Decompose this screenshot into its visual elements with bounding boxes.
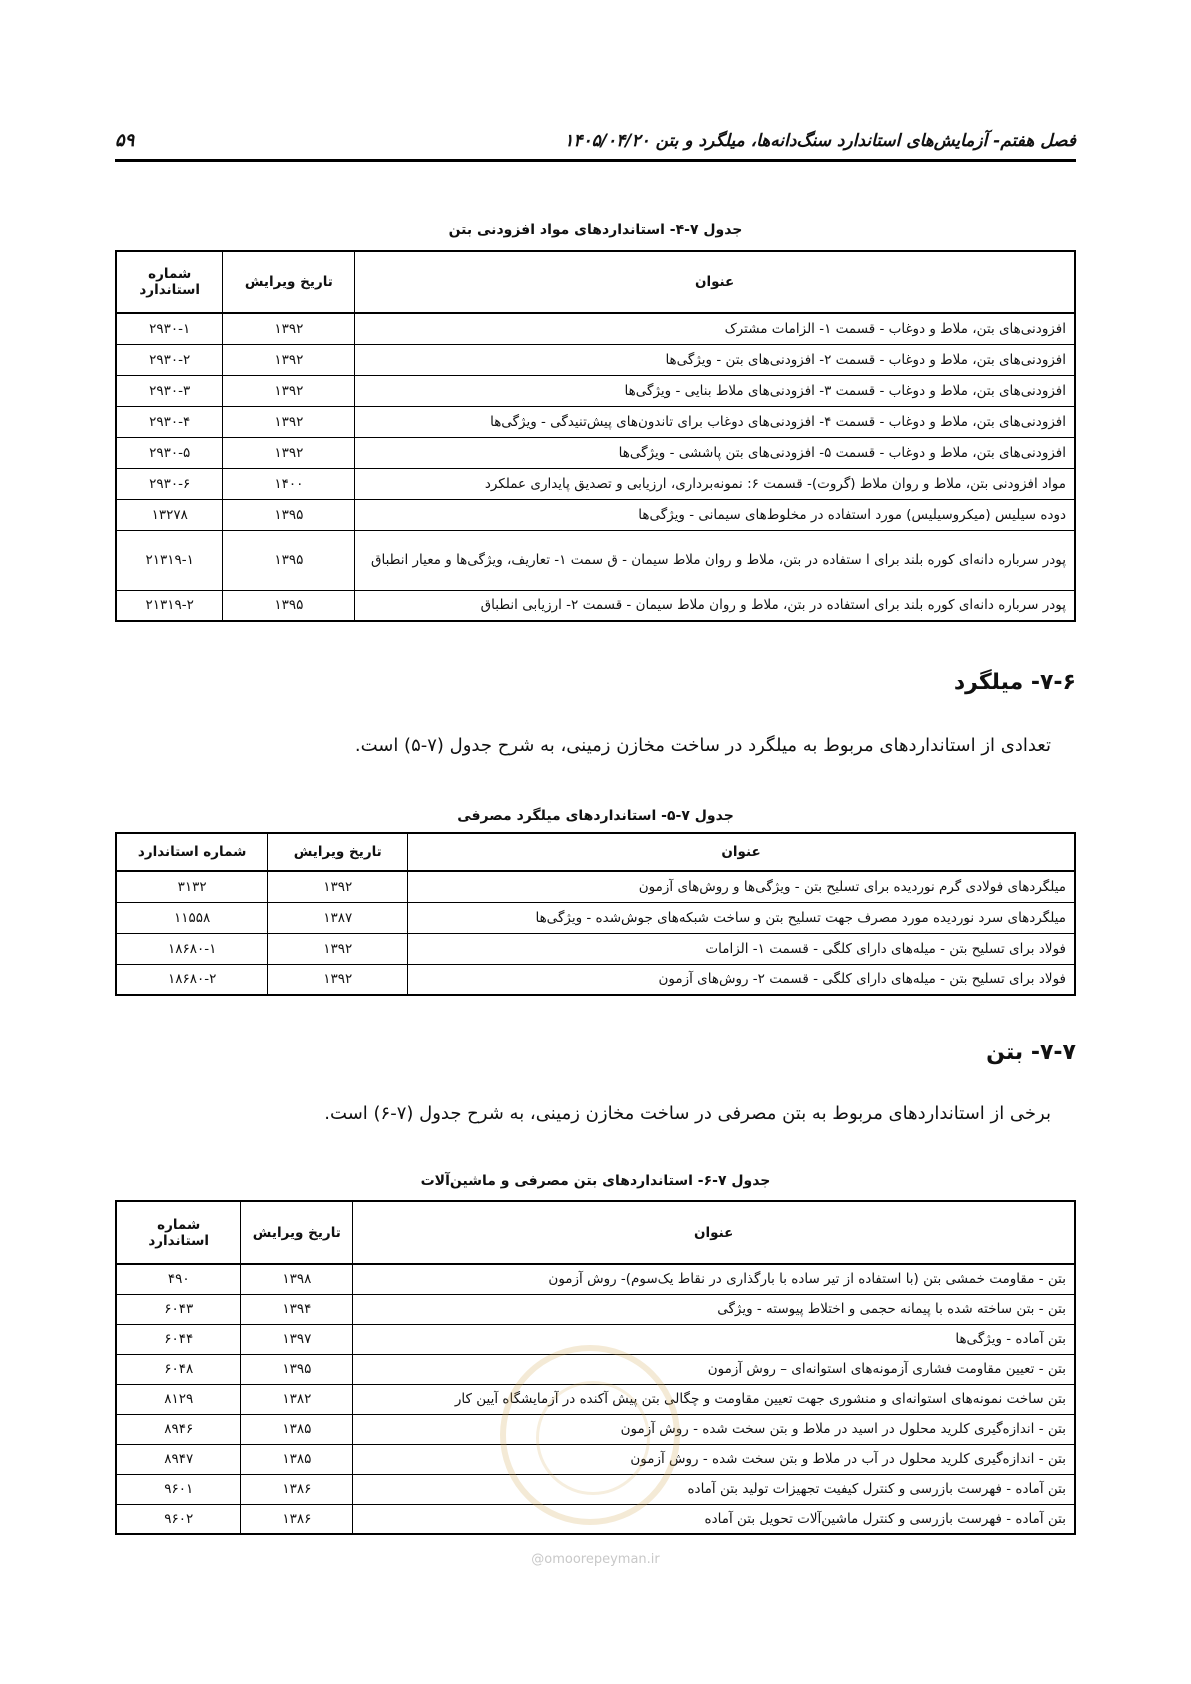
cell-date: ۱۳۹۲	[268, 964, 408, 995]
cell-number: ۲۹۳۰-۲	[116, 344, 223, 375]
cell-title: بتن - تعیین مقاومت فشاری آزمونه‌های استوانه‌ای – روش آزمون	[353, 1354, 1075, 1384]
cell-number: ۲۹۳۰-۱	[116, 313, 223, 344]
watermark-seal-icon	[500, 1345, 680, 1525]
cell-number: ۹۶۰۱	[116, 1474, 241, 1504]
table-row	[116, 344, 1075, 375]
table-row	[116, 313, 1075, 344]
cell-date: ۱۳۹۷	[241, 1324, 353, 1354]
col-header-title: عنوان	[355, 251, 1075, 313]
cell-date: ۱۳۹۲	[223, 375, 355, 406]
cell-number: ۸۱۲۹	[116, 1384, 241, 1414]
cell-title: پودر سرباره دانه‌ای کوره بلند برای استفاده در بتن، ملاط و روان ملاط سیمان - قسمت ۲- ارزیابی انطباق	[355, 590, 1075, 621]
table-row	[116, 590, 1075, 621]
cell-number: ۲۹۳۰-۴	[116, 406, 223, 437]
col-header-date: تاریخ ویرایش	[241, 1201, 353, 1264]
table-row	[116, 1264, 1075, 1294]
cell-number: ۸۹۴۶	[116, 1414, 241, 1444]
cell-number: ۱۸۶۸۰-۱	[116, 933, 268, 964]
cell-title: بتن آماده - فهرست بازرسی و کنترل کیفیت تجهیزات تولید بتن آماده	[353, 1474, 1075, 1504]
cell-date: ۱۳۹۲	[268, 871, 408, 902]
table5-caption: جدول ۷-۵- استانداردهای میلگرد مصرفی	[457, 808, 734, 824]
table5-header-row	[116, 833, 1075, 871]
page-header	[115, 130, 1076, 162]
cell-title: مواد افزودنی بتن، ملاط و روان ملاط (گروت)- قسمت ۶: نمونه‌برداری، ارزیابی و تصدیق پایداری عملکرد	[355, 468, 1075, 499]
col-header-number: شماره استاندارد	[116, 1201, 241, 1264]
table-row	[116, 933, 1075, 964]
cell-title: افزودنی‌های بتن، ملاط و دوغاب - قسمت ۵- افزودنی‌های بتن پاششی - ویژگی‌ها	[355, 437, 1075, 468]
table6-caption: جدول ۷-۶- استانداردهای بتن مصرفی و ماشین‌آلات	[420, 1173, 771, 1189]
table-row	[116, 406, 1075, 437]
header-title: فصل هفتم- آزمایش‌های استاندارد سنگ‌دانه‌ها، میلگرد و بتن ۱۴۰۵/۰۴/۲۰	[564, 131, 1076, 151]
section-heading-concrete: ۷-۷- بتن	[986, 1040, 1076, 1065]
cell-title: افزودنی‌های بتن، ملاط و دوغاب - قسمت ۴- افزودنی‌های دوغاب برای تاندون‌های پیش‌تنیدگی - ویژگی‌ها	[355, 406, 1075, 437]
cell-date: ۱۳۹۵	[223, 499, 355, 530]
cell-number: ۳۱۳۲	[116, 871, 268, 902]
table4	[115, 250, 1076, 622]
watermark-text: @omoorepeyman.ir	[531, 1552, 660, 1567]
section-paragraph-rebar: تعدادی از استانداردهای مربوط به میلگرد در ساخت مخازن زمینی، به شرح جدول (۷-۵) است.	[354, 735, 1051, 756]
table-row	[116, 1294, 1075, 1324]
cell-date: ۱۳۹۸	[241, 1264, 353, 1294]
table-row	[116, 375, 1075, 406]
table6-header-row	[116, 1201, 1075, 1264]
col-header-title: عنوان	[353, 1201, 1075, 1264]
cell-title: بتن آماده - ویژگی‌ها	[353, 1324, 1075, 1354]
col-header-title: عنوان	[408, 833, 1075, 871]
cell-date: ۱۳۸۶	[241, 1474, 353, 1504]
cell-date: ۱۳۸۷	[268, 902, 408, 933]
cell-title: بتن - بتن ساخته شده با پیمانه حجمی و اختلاط پیوسته - ویژگی	[353, 1294, 1075, 1324]
cell-number: ۶۰۴۳	[116, 1294, 241, 1324]
table-row	[116, 530, 1075, 590]
cell-number: ۶۰۴۸	[116, 1354, 241, 1384]
cell-number: ۱۱۵۵۸	[116, 902, 268, 933]
cell-date: ۱۳۸۵	[241, 1414, 353, 1444]
table-row	[116, 964, 1075, 995]
cell-title: بتن - اندازه‌گیری کلرید محلول در اسید در ملاط و بتن سخت شده - روش آزمون	[353, 1414, 1075, 1444]
cell-date: ۱۳۹۵	[223, 530, 355, 590]
cell-title: بتن - اندازه‌گیری کلرید محلول در آب در ملاط و بتن سخت شده - روش آزمون	[353, 1444, 1075, 1474]
col-header-date: تاریخ ویرایش	[268, 833, 408, 871]
cell-number: ۲۹۳۰-۵	[116, 437, 223, 468]
table-row	[116, 871, 1075, 902]
table-row	[116, 499, 1075, 530]
table-row	[116, 902, 1075, 933]
cell-date: ۱۳۹۲	[223, 437, 355, 468]
cell-date: ۱۳۹۲	[223, 406, 355, 437]
cell-number: ۹۶۰۲	[116, 1504, 241, 1534]
cell-date: ۱۳۸۶	[241, 1504, 353, 1534]
table4-header-row	[116, 251, 1075, 313]
col-header-number: شماره استاندارد	[116, 251, 223, 313]
cell-date: ۱۴۰۰	[223, 468, 355, 499]
cell-date: ۱۳۹۲	[268, 933, 408, 964]
col-header-date: تاریخ ویرایش	[223, 251, 355, 313]
cell-date: ۱۳۸۵	[241, 1444, 353, 1474]
cell-number: ۶۰۴۴	[116, 1324, 241, 1354]
cell-title: بتن - مقاومت خمشی بتن (با استفاده از تیر ساده با بارگذاری در نقاط یک‌سوم)- روش آزمون	[353, 1264, 1075, 1294]
page-number: ۵۹	[115, 130, 135, 151]
cell-title: میلگردهای فولادی گرم نوردیده برای تسلیح بتن - ویژگی‌ها و روش‌های آزمون	[408, 871, 1075, 902]
cell-date: ۱۳۹۲	[223, 344, 355, 375]
cell-title: میلگردهای سرد نوردیده مورد مصرف جهت تسلیح بتن و ساخت شبکه‌های جوش‌شده - ویژگی‌ها	[408, 902, 1075, 933]
cell-number: ۱۸۶۸۰-۲	[116, 964, 268, 995]
cell-title: فولاد برای تسلیح بتن - میله‌های دارای کلگی - قسمت ۱- الزامات	[408, 933, 1075, 964]
cell-date: ۱۳۹۴	[241, 1294, 353, 1324]
table5	[115, 832, 1076, 996]
cell-title: افزودنی‌های بتن، ملاط و دوغاب - قسمت ۲- افزودنی‌های بتن - ویژگی‌ها	[355, 344, 1075, 375]
cell-number: ۲۹۳۰-۶	[116, 468, 223, 499]
section-heading-rebar: ۷-۶- میلگرد	[953, 670, 1076, 695]
col-header-number: شماره استاندارد	[116, 833, 268, 871]
cell-title: افزودنی‌های بتن، ملاط و دوغاب - قسمت ۳- افزودنی‌های ملاط بنایی - ویژگی‌ها	[355, 375, 1075, 406]
cell-title: دوده سیلیس (میکروسیلیس) مورد استفاده در مخلوط‌های سیمانی - ویژگی‌ها	[355, 499, 1075, 530]
cell-number: ۲۹۳۰-۳	[116, 375, 223, 406]
cell-title: بتن آماده - فهرست بازرسی و کنترل ماشین‌آلات تحویل بتن آماده	[353, 1504, 1075, 1534]
cell-number: ۱۳۲۷۸	[116, 499, 223, 530]
cell-date: ۱۳۹۵	[223, 590, 355, 621]
cell-number: ۸۹۴۷	[116, 1444, 241, 1474]
cell-date: ۱۳۹۵	[241, 1354, 353, 1384]
cell-date: ۱۳۹۲	[223, 313, 355, 344]
cell-title: پودر سرباره دانه‌ای کوره بلند برای ا ستفاده در بتن، ملاط و روان ملاط سیمان - ق سمت ۱- تعاریف، ویژگی‌ها و معیار انطباق	[355, 530, 1075, 590]
section-paragraph-concrete: برخی از استانداردهای مربوط به بتن مصرفی در ساخت مخازن زمینی، به شرح جدول (۷-۶) است.	[324, 1103, 1051, 1124]
cell-date: ۱۳۸۲	[241, 1384, 353, 1414]
cell-title: فولاد برای تسلیح بتن - میله‌های دارای کلگی - قسمت ۲- روش‌های آزمون	[408, 964, 1075, 995]
table-row	[116, 468, 1075, 499]
cell-title: بتن ساخت نمونه‌های استوانه‌ای و منشوری جهت تعیین مقاومت و چگالی بتن پیش آکنده در آزمایشگاه آیین کار	[353, 1384, 1075, 1414]
table-row	[116, 437, 1075, 468]
table4-caption: جدول ۷-۴- استانداردهای مواد افزودنی بتن	[448, 222, 743, 238]
cell-number: ۲۱۳۱۹-۲	[116, 590, 223, 621]
cell-title: افزودنی‌های بتن، ملاط و دوغاب - قسمت ۱- الزامات مشترک	[355, 313, 1075, 344]
cell-number: ۴۹۰	[116, 1264, 241, 1294]
cell-number: ۲۱۳۱۹-۱	[116, 530, 223, 590]
